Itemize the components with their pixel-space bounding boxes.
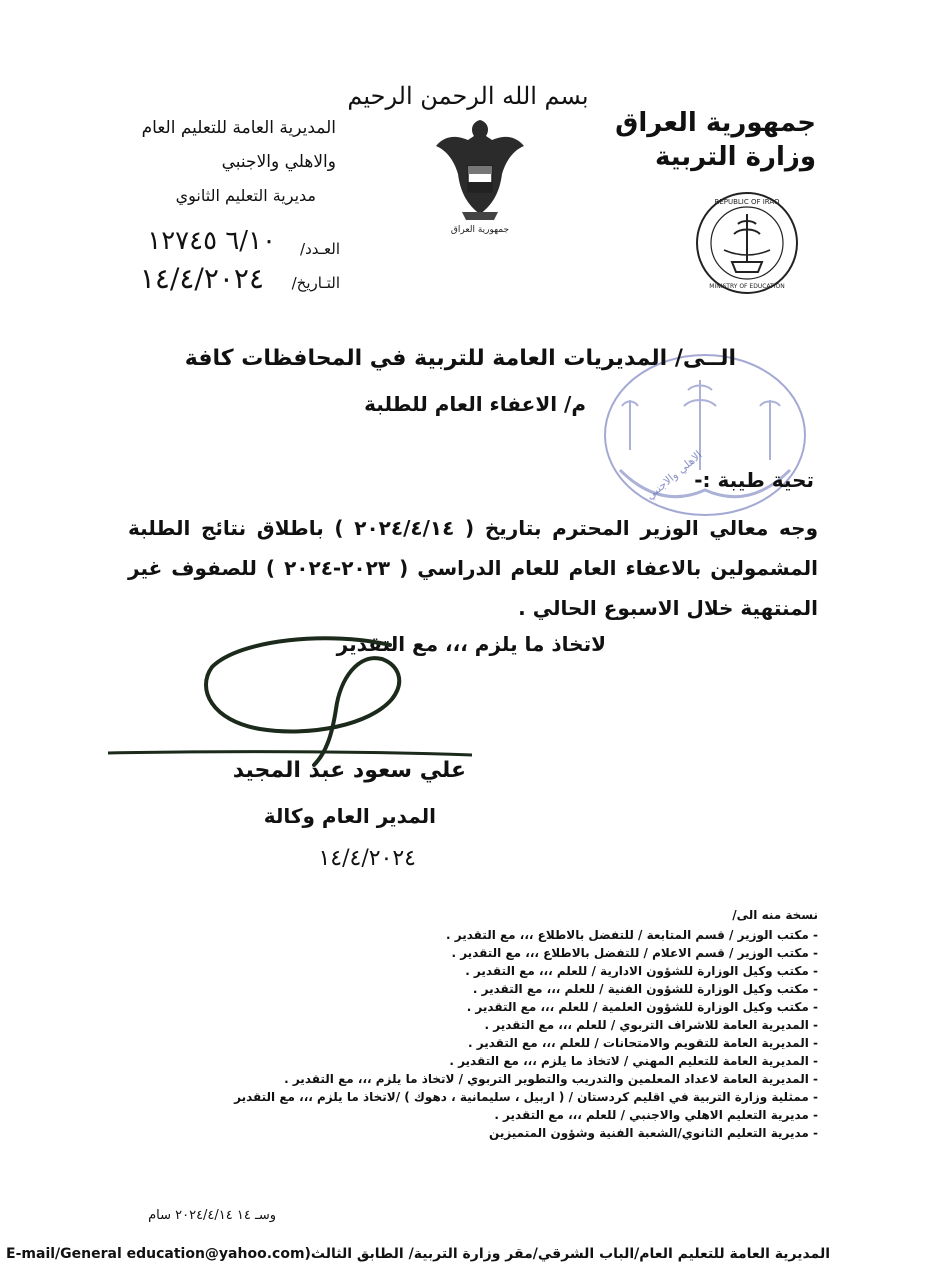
footer-address: المديرية العامة للتعليم العام/الباب الشرقي/مقر وزارة التربية/ الطابق الثالث(E-mail/General education@yahoo.com bbox=[6, 1246, 830, 1262]
copy-item: - مديرية التعليم الاهلي والاجنبي / للعلم ،،، مع التقدير . bbox=[118, 1106, 818, 1124]
copy-item: - مكتب وكيل الوزارة للشؤون العلمية / للعلم ،،، مع التقدير . bbox=[118, 998, 818, 1016]
eagle-emblem-icon bbox=[428, 116, 532, 236]
copies-heading: نسخة منه الى/ bbox=[732, 908, 818, 922]
copy-item: - المديرية العامة للتقويم والامتحانات / للعلم ،،، مع التقدير . bbox=[118, 1034, 818, 1052]
copy-item: - مكتب وكيل الوزارة للشؤون الفنية / للعلم ،،، مع التقدير . bbox=[118, 980, 818, 998]
seal-text-bottom: MINISTRY OF EDUCATION bbox=[709, 283, 785, 290]
typist-date: وسـ ١٤ ٢٠٢٤/٤/١٤ سام bbox=[148, 1208, 276, 1223]
directorate-stamp-icon bbox=[600, 350, 810, 520]
signatory-title: المدير العام وكالة bbox=[263, 804, 436, 828]
copy-item: - مكتب الوزير / قسم الاعلام / للتفضل بالاطلاع ،،، مع التقدير . bbox=[118, 944, 818, 962]
subject-line: م/ الاعفاء العام للطلبة bbox=[364, 392, 586, 416]
date-value: ١٤/٤/٢٠٢٤ bbox=[139, 262, 264, 295]
copy-item: - ممثلية وزارة التربية في اقليم كردستان / ( اربيل ، سليمانية ، دهوك ) /لاتخاذ ما يلزم ،،، مع التقدير bbox=[118, 1088, 818, 1106]
number-label: العـدد/ bbox=[300, 240, 340, 258]
copy-item: - مكتب الوزير / قسم المتابعة / للتفضل بالاطلاع ،،، مع التقدير . bbox=[118, 926, 818, 944]
basmala: بسم الله الرحمن الرحيم bbox=[347, 82, 589, 110]
copy-item: - المديرية العامة للاشراف التربوي / للعلم ،،، مع التقدير . bbox=[118, 1016, 818, 1034]
signature-date: ١٤/٤/٢٠٢٤ bbox=[318, 846, 416, 871]
closing-line: لاتخاذ ما يلزم ،،، مع التقدير bbox=[336, 632, 606, 656]
directorate-line-1: المديرية العامة للتعليم العام bbox=[141, 118, 336, 138]
ministry-title: وزارة التربية bbox=[654, 142, 816, 172]
directorate-line-2: والاهلي والاجنبي bbox=[221, 152, 336, 172]
ministry-seal-icon bbox=[694, 190, 800, 296]
republic-title: جمهورية العراق bbox=[615, 108, 816, 138]
emblem-caption: جمهورية العراق bbox=[450, 225, 510, 235]
copy-item: - مكتب وكيل الوزارة للشؤون الادارية / للعلم ،،، مع التقدير . bbox=[118, 962, 818, 980]
signatory-name: علي سعود عبد المجيد bbox=[232, 758, 466, 783]
copy-item: - المديرية العامة لاعداد المعلمين والتدريب والتطوير التربوي / لاتخاذ ما يلزم ،،، مع التقدير . bbox=[118, 1070, 818, 1088]
seal-text-top: REPUBLIC OF IRAQ bbox=[714, 198, 780, 206]
directorate-line-3: مديرية التعليم الثانوي bbox=[175, 186, 316, 205]
letter-body: وجه معالي الوزير المحترم بتاريخ ( ٢٠٢٤/٤/١٤ ) باطلاق نتائج الطلبة المشمولين بالاعفاء العام للعام الدراسي ( ٢٠٢٣-٢٠٢٤ ) للصفوف غير المنتهية خلال الاسبوع الحالي . bbox=[128, 516, 819, 620]
greeting: تحية طيبة :- bbox=[694, 468, 814, 492]
recipient-line: الــى/ المديريات العامة للتربية في المحافظات كافة bbox=[184, 346, 736, 371]
copies-list bbox=[118, 926, 818, 1142]
number-value: ٦/١٠ ١٢٧٤٥ bbox=[147, 226, 276, 256]
date-label: التـاريخ/ bbox=[291, 274, 340, 292]
stamp-text: الاهلي والاجنبي bbox=[643, 448, 705, 503]
copy-item: - مديرية التعليم الثانوي/الشعبة الفنية وشؤون المتميزين bbox=[118, 1124, 818, 1142]
copy-item: - المديرية العامة للتعليم المهني / لاتخاذ ما يلزم ،،، مع التقدير . bbox=[118, 1052, 818, 1070]
